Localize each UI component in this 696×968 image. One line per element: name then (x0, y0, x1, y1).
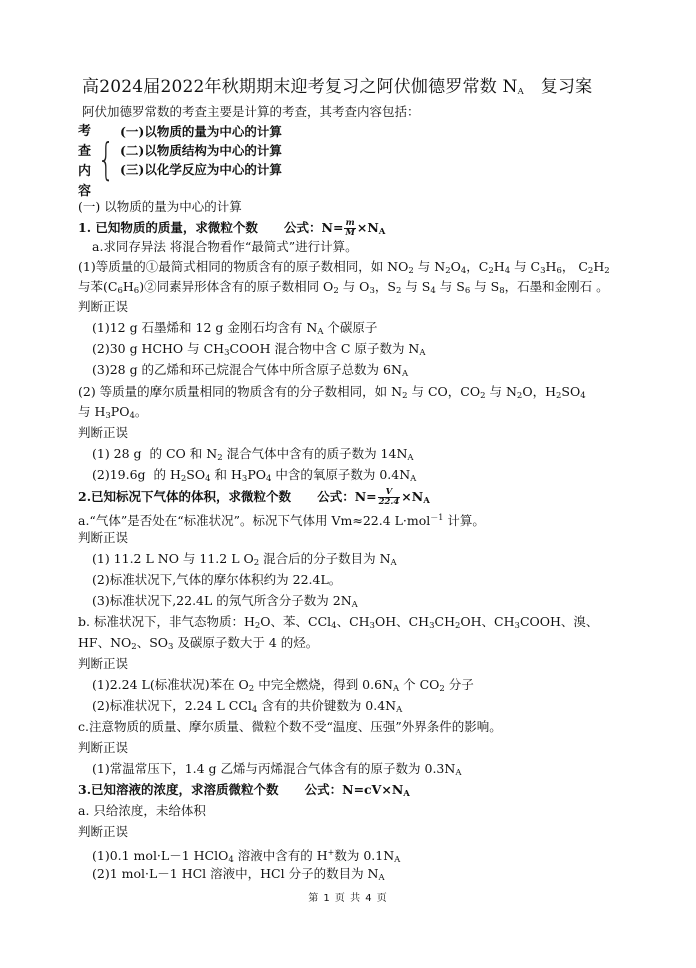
topics-label-char: 容 (78, 184, 92, 199)
question-item: (1)2.24 L(标准状况)苯在 $O_2$ 中完全燃烧，得到 $0.6N_A$ 个 $CO_2$ 分子 (92, 677, 474, 694)
formula-tail: $\times N_A$ (401, 489, 430, 506)
question-item: (2)30 g HCHO 与 $CH_3COOH$ 混合物中含 C 原子数为 $N_A$ (92, 341, 426, 358)
question-item: (3)标准状况下,22.4L 的氖气所含分子数为 $2N_A$ (92, 593, 358, 610)
section-heading: (一) 以物质的量为中心的计算 (78, 199, 242, 214)
judge-label: 判断正误 (78, 425, 129, 440)
topics-label-char: 考 (78, 124, 92, 139)
topics-label-char: 内 (78, 164, 92, 179)
title-text: 高2024届2022年秋期期末迎考复习之阿伏伽德罗常数 $N_A$ 复习案 (82, 77, 593, 97)
heading-1 (78, 219, 385, 240)
paragraph: HF、$NO_2$、$SO_3$ 及碳原子数大于 4 的烃。 (78, 635, 319, 652)
paragraph: 与苯$(C_6H_6)②$同素异形体含有的原子数相同 $O_2$ 与 $O_3$，$S_2$ 与 $S_4$ 与 $S_6$ 与 $S_8$，石墨和金刚石 。 (78, 279, 609, 296)
formula-fraction: $\frac{m}{M}$ (345, 218, 355, 238)
heading-2 (78, 488, 430, 509)
topic-item: (一)以物质的量为中心的计算 (120, 124, 282, 139)
paragraph: b. 标准状况下，非气态物质：$H_2O$、苯、CCl$_4$、$CH_3OH$、$CH_3CH_2OH$、$CH_3COOH$、溴、 (78, 614, 599, 631)
question-item: (1)0.1 mol·L－1 HClO$_4$ 溶液中含有的 H+数为 $0.1N_A$ (92, 848, 401, 865)
judge-label: 判断正误 (78, 824, 129, 839)
question-item: (3)28 g 的乙烯和环己烷混合气体中所含原子总数为 $6N_A$ (92, 362, 409, 379)
heading-1-text: 1. 已知物质的质量，求微粒个数 (78, 220, 258, 235)
judge-label: 判断正误 (78, 299, 129, 314)
formula-fraction: $\frac{V}{22.4}$ (378, 487, 400, 507)
paragraph: c.注意物质的质量、摩尔质量、微粒个数不受“温度、压强”外界条件的影响。 (78, 719, 502, 734)
question-item: (2)标准状况下,气体的摩尔体积约为 22.4L。 (92, 572, 342, 587)
page-footer: 第 1 页 共 4 页 (308, 893, 388, 904)
heading-2-text: 2.已知标况下气体的体积，求微粒个数 (78, 489, 292, 504)
topic-item: (三)以化学反应为中心的计算 (120, 162, 282, 177)
paragraph: a.求同存异法 将混合物看作“最简式”进行计算。 (92, 239, 358, 254)
question-item: (2)1 mol·L－1 HCl 溶液中，HCl 分子的数目为 $N_A$ (92, 866, 385, 883)
paragraph: 与 $H_3PO_4$。 (78, 404, 148, 421)
judge-label: 判断正误 (78, 656, 129, 671)
paragraph: a.“气体”是否处在“标准状况”。标况下气体用 Vm≈22.4 L·mol$^{-1}$ 计算。 (78, 513, 485, 528)
formula-label: 公式：N= (317, 489, 377, 504)
question-item: (1)12 g 石墨烯和 12 g 金刚石均含有 $N_A$ 个碳原子 (92, 320, 378, 337)
brace-icon: { (97, 134, 115, 185)
judge-label: 判断正误 (78, 530, 129, 545)
question-item: (1) 28 g 的 CO 和 $N_2$ 混合气体中含有的质子数为 $14N_A$ (92, 446, 414, 463)
formula-label: 公式：N= (284, 220, 344, 235)
topics-label-char: 查 (78, 144, 92, 159)
paragraph: a. 只给浓度，未给体积 (78, 803, 206, 818)
heading-3: 3.已知溶液的浓度，求溶质微粒个数 公式：$N=cV\times N_A$ (78, 782, 410, 799)
topics-label (78, 122, 94, 202)
paragraph: (2) 等质量的摩尔质量相同的物质含有的分子数相同，如 $N_2$ 与 CO，$CO_2$ 与 $N_2O$，$H_2SO_4$ (78, 384, 586, 401)
intro-text: 阿伏加德罗常数的考查主要是计算的考查，其考查内容包括： (82, 104, 420, 119)
judge-label: 判断正误 (78, 740, 129, 755)
question-item: (1) 11.2 L NO 与 11.2 L $O_2$ 混合后的分子数目为 $N_A$ (92, 551, 397, 568)
question-item: (1)常温常压下，1.4 g 乙烯与丙烯混合气体含有的原子数为 $0.3N_A$ (92, 761, 462, 778)
paragraph: (1)等质量的①最简式相同的物质含有的原子数相同，如 $NO_2$ 与 $N_2O_4$，$C_2H_4$ 与 $C_3H_6$， $C_2H_2$ (78, 259, 610, 276)
question-item: (2)19.6g 的 $H_2SO_4$ 和 $H_3PO_4$ 中含的氧原子数为 $0.4N_A$ (92, 467, 417, 484)
topic-item: (二)以物质结构为中心的计算 (120, 143, 282, 158)
question-item: (2)标准状况下，2.24 L CCl$_4$ 含有的共价键数为 $0.4N_A$ (92, 698, 403, 715)
page-title (82, 72, 592, 97)
formula-tail: $\times N_A$ (356, 220, 386, 237)
